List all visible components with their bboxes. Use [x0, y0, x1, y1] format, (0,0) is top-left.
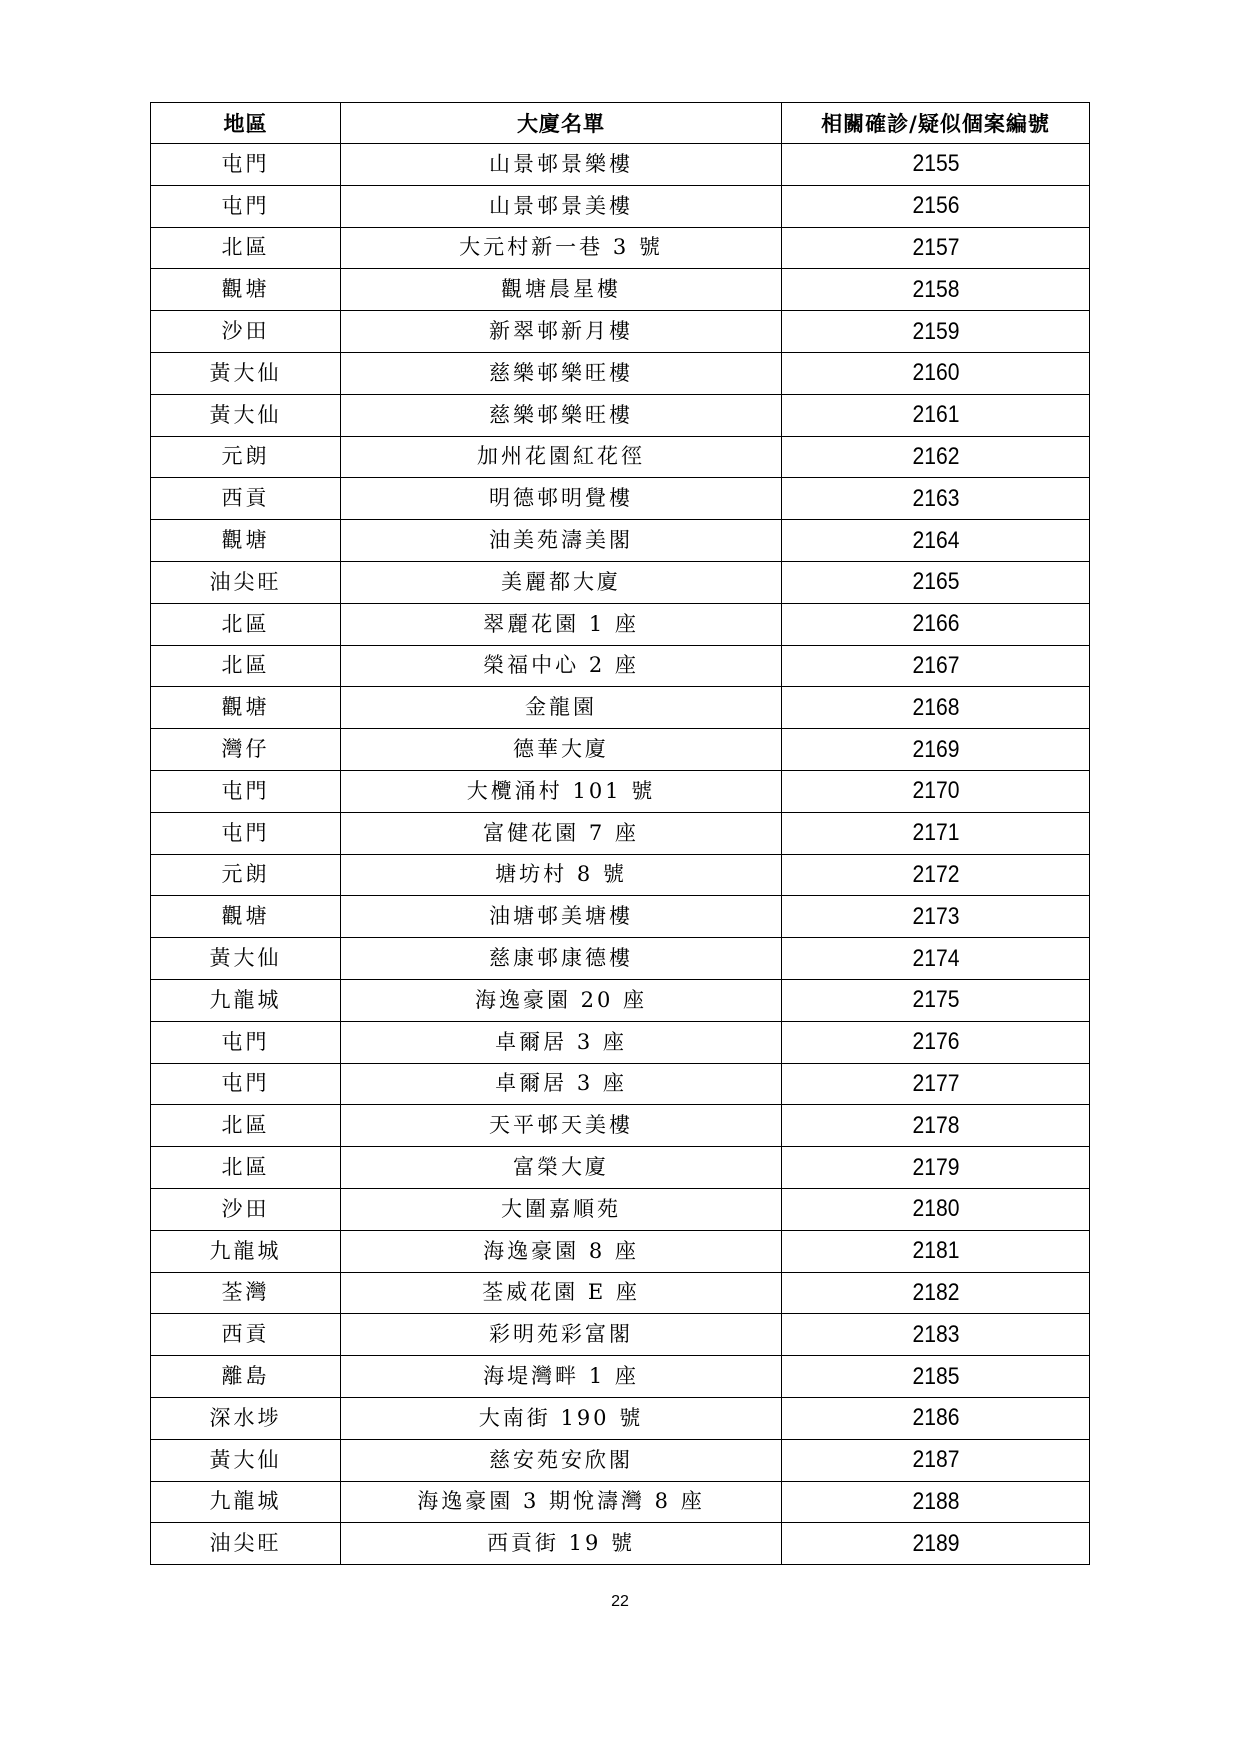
table-row [151, 1105, 1090, 1147]
table-row [151, 1147, 1090, 1189]
district-cell: 觀塘 [151, 687, 341, 729]
district-cell: 觀塘 [151, 520, 341, 562]
case-number-cell: 2183 [800, 1314, 1071, 1356]
table-row [151, 645, 1090, 687]
building-cell: 西貢街 19 號 [341, 1523, 782, 1565]
district-cell: 北區 [151, 227, 341, 269]
building-cell: 加州花園紅花徑 [341, 436, 782, 478]
district-cell: 元朗 [151, 436, 341, 478]
building-cell: 荃威花園 E 座 [341, 1272, 782, 1314]
building-cell: 海堤灣畔 1 座 [341, 1356, 782, 1398]
district-cell: 屯門 [151, 185, 341, 227]
building-cell: 慈安苑安欣閣 [341, 1439, 782, 1481]
building-cell: 海逸豪園 8 座 [341, 1230, 782, 1272]
case-number-cell: 2185 [800, 1356, 1071, 1398]
building-cell: 德華大廈 [341, 729, 782, 771]
district-cell: 西貢 [151, 478, 341, 520]
table-row [151, 269, 1090, 311]
table-row [151, 1272, 1090, 1314]
district-cell: 離島 [151, 1356, 341, 1398]
case-number-cell: 2169 [800, 729, 1071, 771]
building-cell: 海逸豪園 20 座 [341, 979, 782, 1021]
table-row [151, 979, 1090, 1021]
table-row [151, 311, 1090, 353]
case-number-cell: 2159 [800, 311, 1071, 353]
case-number-cell: 2178 [800, 1105, 1071, 1147]
district-cell: 屯門 [151, 1021, 341, 1063]
case-number-cell: 2170 [800, 770, 1071, 812]
case-number-cell: 2175 [800, 979, 1071, 1021]
district-cell: 西貢 [151, 1314, 341, 1356]
district-cell: 屯門 [151, 770, 341, 812]
district-cell: 黃大仙 [151, 1439, 341, 1481]
case-number-cell: 2164 [800, 520, 1071, 562]
case-number-cell: 2155 [800, 144, 1071, 186]
table-body [151, 144, 1090, 1565]
table-row [151, 478, 1090, 520]
case-number-cell: 2161 [800, 394, 1071, 436]
building-cell: 觀塘晨星樓 [341, 269, 782, 311]
table-row [151, 561, 1090, 603]
table-row [151, 854, 1090, 896]
table-row [151, 729, 1090, 771]
district-cell: 北區 [151, 645, 341, 687]
table-row [151, 896, 1090, 938]
district-cell: 觀塘 [151, 269, 341, 311]
building-cell: 卓爾居 3 座 [341, 1021, 782, 1063]
case-number-cell: 2176 [800, 1021, 1071, 1063]
district-cell: 黃大仙 [151, 938, 341, 980]
table-header-row [151, 103, 1090, 144]
building-cell: 新翠邨新月樓 [341, 311, 782, 353]
case-number-cell: 2186 [800, 1397, 1071, 1439]
table-row [151, 436, 1090, 478]
building-cell: 榮福中心 2 座 [341, 645, 782, 687]
building-cell: 塘坊村 8 號 [341, 854, 782, 896]
page-number: 22 [611, 1593, 629, 1610]
district-cell: 深水埗 [151, 1397, 341, 1439]
building-cell: 大欖涌村 101 號 [341, 770, 782, 812]
case-number-cell: 2172 [800, 854, 1071, 896]
table-row [151, 1397, 1090, 1439]
table-row [151, 352, 1090, 394]
district-cell: 觀塘 [151, 896, 341, 938]
building-cell: 大圍嘉順苑 [341, 1188, 782, 1230]
table-row [151, 520, 1090, 562]
building-cell: 翠麗花園 1 座 [341, 603, 782, 645]
building-cell: 山景邨景美樓 [341, 185, 782, 227]
building-cell: 金龍園 [341, 687, 782, 729]
building-cell: 大南街 190 號 [341, 1397, 782, 1439]
building-cell: 海逸豪園 3 期悅濤灣 8 座 [341, 1481, 782, 1523]
district-cell: 灣仔 [151, 729, 341, 771]
table-row [151, 1439, 1090, 1481]
case-number-cell: 2156 [800, 185, 1071, 227]
table-row [151, 1523, 1090, 1565]
case-number-cell: 2174 [800, 938, 1071, 980]
case-number-cell: 2165 [800, 561, 1071, 603]
header-case-number: 相關確診/疑似個案編號 [782, 103, 1090, 144]
case-number-cell: 2177 [800, 1063, 1071, 1105]
table-row [151, 394, 1090, 436]
table-row [151, 1063, 1090, 1105]
case-number-cell: 2173 [800, 896, 1071, 938]
district-cell: 北區 [151, 1147, 341, 1189]
case-number-cell: 2171 [800, 812, 1071, 854]
district-cell: 油尖旺 [151, 1523, 341, 1565]
table-row [151, 938, 1090, 980]
case-number-cell: 2163 [800, 478, 1071, 520]
case-number-cell: 2157 [800, 227, 1071, 269]
district-cell: 黃大仙 [151, 394, 341, 436]
buildings-table [150, 102, 1090, 1565]
building-cell: 油塘邨美塘樓 [341, 896, 782, 938]
district-cell: 九龍城 [151, 1481, 341, 1523]
table-row [151, 144, 1090, 186]
table-row [151, 1230, 1090, 1272]
case-number-cell: 2168 [800, 687, 1071, 729]
district-cell: 北區 [151, 603, 341, 645]
table-row [151, 227, 1090, 269]
table-row [151, 185, 1090, 227]
table-row [151, 1188, 1090, 1230]
building-cell: 天平邨天美樓 [341, 1105, 782, 1147]
table-row [151, 1356, 1090, 1398]
case-number-cell: 2167 [800, 645, 1071, 687]
building-cell: 卓爾居 3 座 [341, 1063, 782, 1105]
case-number-cell: 2181 [800, 1230, 1071, 1272]
table-row [151, 770, 1090, 812]
header-building: 大廈名單 [341, 103, 782, 144]
district-cell: 油尖旺 [151, 561, 341, 603]
case-number-cell: 2160 [800, 352, 1071, 394]
table-row [151, 812, 1090, 854]
table-row [151, 603, 1090, 645]
district-cell: 屯門 [151, 812, 341, 854]
building-cell: 大元村新一巷 3 號 [341, 227, 782, 269]
district-cell: 屯門 [151, 144, 341, 186]
district-cell: 九龍城 [151, 1230, 341, 1272]
table-row [151, 687, 1090, 729]
building-cell: 彩明苑彩富閣 [341, 1314, 782, 1356]
table-row [151, 1021, 1090, 1063]
case-number-cell: 2187 [800, 1439, 1071, 1481]
building-cell: 山景邨景樂樓 [341, 144, 782, 186]
building-cell: 慈樂邨樂旺樓 [341, 352, 782, 394]
building-cell: 慈樂邨樂旺樓 [341, 394, 782, 436]
building-cell: 美麗都大廈 [341, 561, 782, 603]
building-cell: 富健花園 7 座 [341, 812, 782, 854]
case-number-cell: 2158 [800, 269, 1071, 311]
building-cell: 慈康邨康德樓 [341, 938, 782, 980]
building-cell: 油美苑濤美閣 [341, 520, 782, 562]
district-cell: 元朗 [151, 854, 341, 896]
district-cell: 屯門 [151, 1063, 341, 1105]
district-cell: 九龍城 [151, 979, 341, 1021]
table-row [151, 1481, 1090, 1523]
table-row [151, 1314, 1090, 1356]
case-number-cell: 2182 [800, 1272, 1071, 1314]
case-number-cell: 2166 [800, 603, 1071, 645]
case-number-cell: 2180 [800, 1188, 1071, 1230]
case-number-cell: 2162 [800, 436, 1071, 478]
building-cell: 明德邨明覺樓 [341, 478, 782, 520]
case-number-cell: 2189 [800, 1523, 1071, 1565]
building-cell: 富榮大廈 [341, 1147, 782, 1189]
district-cell: 北區 [151, 1105, 341, 1147]
case-number-cell: 2179 [800, 1147, 1071, 1189]
district-cell: 沙田 [151, 311, 341, 353]
district-cell: 荃灣 [151, 1272, 341, 1314]
header-district: 地區 [151, 103, 341, 144]
case-number-cell: 2188 [800, 1481, 1071, 1523]
district-cell: 黃大仙 [151, 352, 341, 394]
district-cell: 沙田 [151, 1188, 341, 1230]
